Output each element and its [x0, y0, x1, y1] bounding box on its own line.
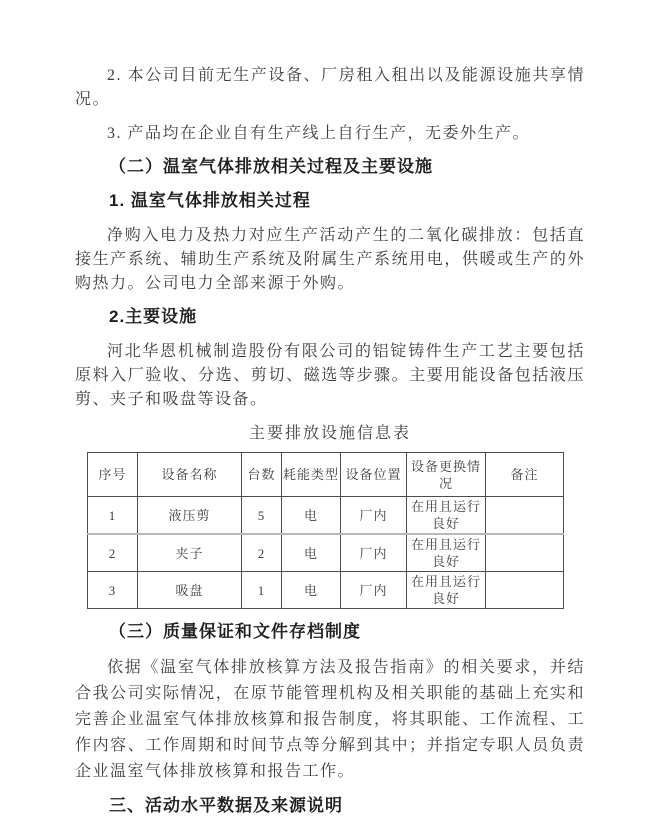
table-cell-location: 厂内: [341, 534, 407, 572]
table-cell-remark: [486, 534, 564, 572]
table-cell-count: 5: [242, 497, 282, 535]
table-row: [88, 497, 564, 535]
table-cell-replacement: 在用且运行良好: [407, 497, 486, 535]
heading-section-3: （三）质量保证和文件存档制度: [109, 622, 361, 641]
table-caption: 主要排放设施信息表: [248, 425, 411, 442]
table-header-row: [88, 453, 564, 497]
table-cell-device-name: 夹子: [138, 534, 242, 572]
heading-chapter-3: 三、活动水平数据及来源说明: [109, 796, 343, 815]
spacer: [75, 617, 585, 619]
table-cell-seq: 3: [88, 572, 138, 609]
heading-subsection-2: 2.主要设施: [109, 307, 198, 326]
paragraph-item-2: 2. 本公司目前无生产设备、厂房租入租出以及能源设施共享情况。: [75, 67, 585, 108]
table-cell-seq: 2: [88, 534, 138, 572]
table-row: [88, 534, 564, 572]
table-header-location: 设备位置: [341, 453, 407, 497]
paragraph-subsection-2: 河北华恩机械制造股份有限公司的铝锭铸件生产工艺主要包括原料入厂验收、分选、剪切、磁选等步骤。主要用能设备包括液压剪、夹子和吸盘等设备。: [75, 343, 585, 408]
table-cell-replacement: 在用且运行良好: [407, 534, 486, 572]
table-cell-device-name: 液压剪: [138, 497, 242, 535]
table-cell-energy-type: 电: [282, 572, 341, 609]
table-cell-device-name: 吸盘: [138, 572, 242, 609]
table-cell-energy-type: 电: [282, 497, 341, 535]
heading-subsection-1: 1. 温室气体排放相关过程: [109, 191, 311, 210]
table-header-replacement: 设备更换情况: [407, 453, 486, 497]
table-header-energy-type: 耗能类型: [282, 453, 341, 497]
table-cell-remark: [486, 572, 564, 609]
table-cell-seq: 1: [88, 497, 138, 535]
emission-facilities-table: [87, 452, 564, 609]
table-row: [88, 572, 564, 609]
table-cell-energy-type: 电: [282, 534, 341, 572]
paragraph-item-3: 3. 产品均在企业自有生产线上自行生产，无委外生产。: [107, 125, 531, 142]
table-cell-remark: [486, 497, 564, 535]
table-cell-count: 2: [242, 534, 282, 572]
table-cell-location: 厂内: [341, 497, 407, 535]
paragraph-subsection-1: 净购入电力及热力对应生产活动产生的二氧化碳排放：包括直接生产系统、辅助生产系统及附属生产系统用电，供暖或生产的外购热力。公司电力全部来源于外购。: [75, 227, 585, 292]
table-header-count: 台数: [242, 453, 282, 497]
table-cell-count: 1: [242, 572, 282, 609]
heading-section-2: （二）温室气体排放相关过程及主要设施: [109, 157, 433, 176]
table-header-device-name: 设备名称: [138, 453, 242, 497]
table-header-remark: 备注: [486, 453, 564, 497]
table-cell-location: 厂内: [341, 572, 407, 609]
paragraph-section-3: 依据《温室气体排放核算方法及报告指南》的相关要求，并结合我公司实际情况，在原节能管理机构及相关职能的基础上充实和完善企业温室气体排放核算和报告制度，将其职能、工作流程、工作内容、工作周期和时间节点等分解到其中；并指定专职人员负责企业温室气体排放核算和报告工作。: [75, 659, 585, 780]
table-cell-replacement: 在用且运行良好: [407, 572, 486, 609]
table-header-seq: 序号: [88, 453, 138, 497]
